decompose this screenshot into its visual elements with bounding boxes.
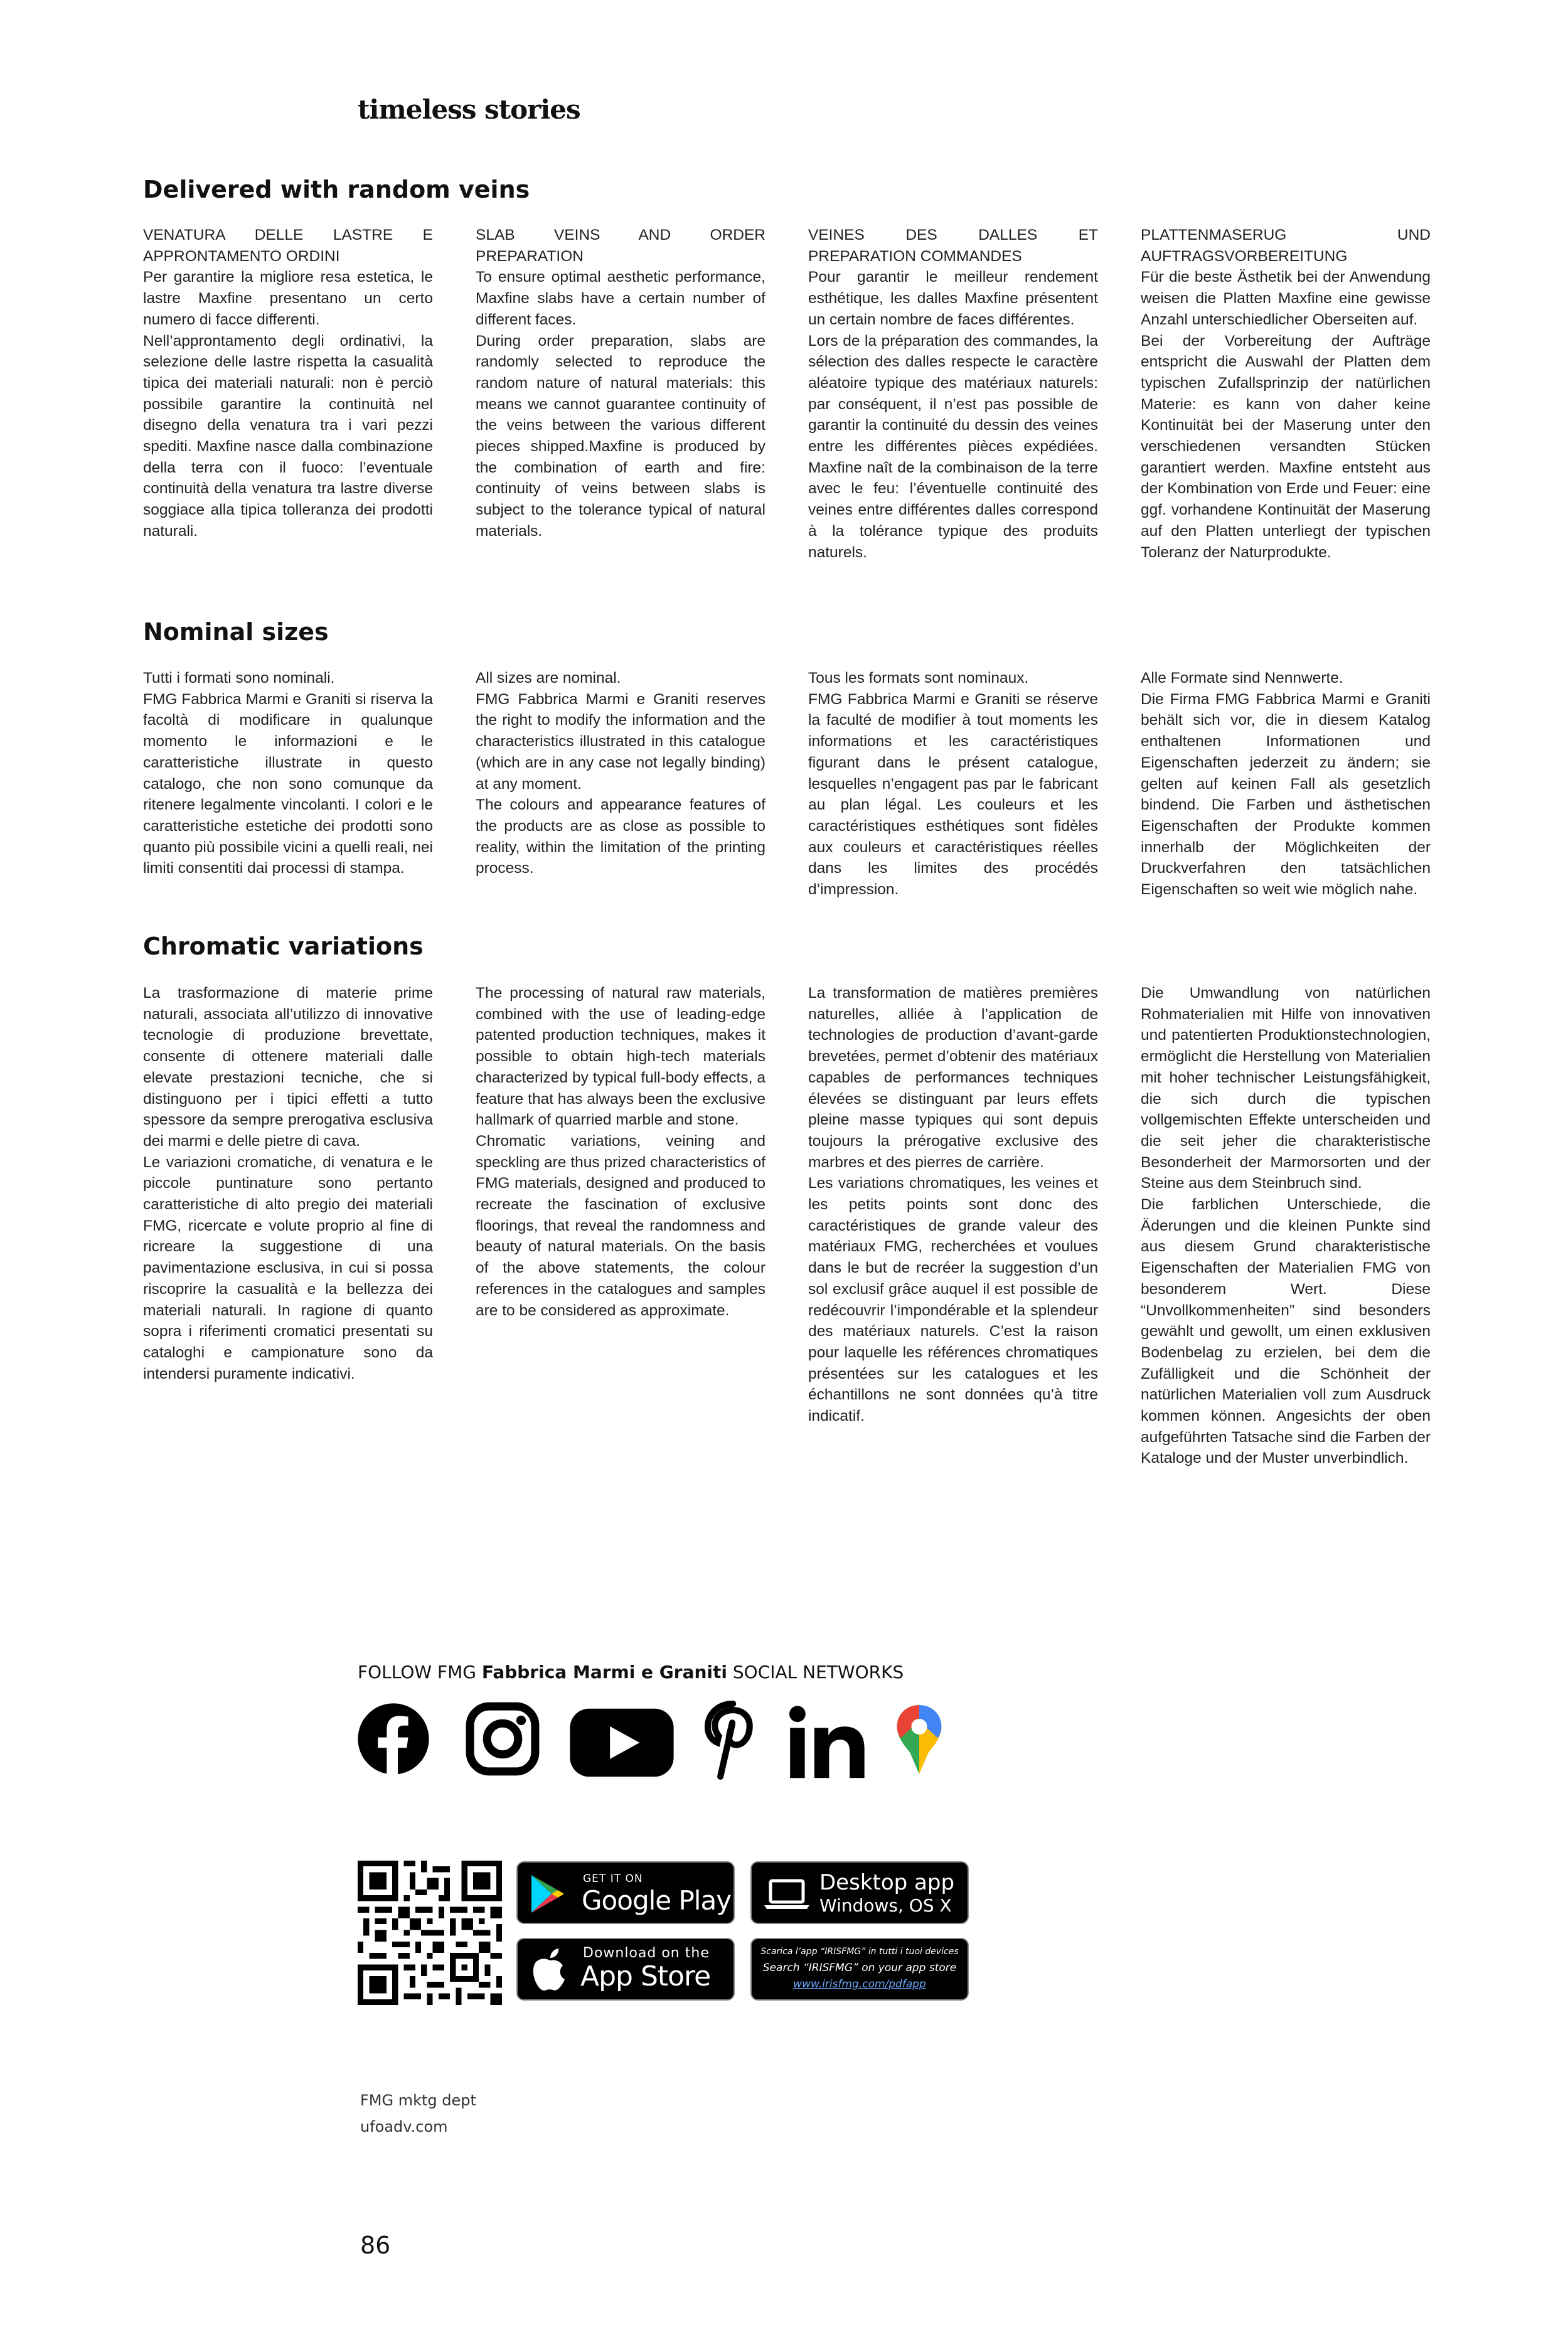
column-en — [476, 225, 765, 542]
paragraph: Le variazioni cromatiche, di venatura e le piccole puntinature sono pertanto caratteristiche di alto pregio dei materiali FMG, ricercate e volute proprio al fine di ricreare la suggestione di una pavimentazione esclusiva, in cui si possa riscoprire la casualità e la bellezza dei materiali naturali. In ragione di quanto sopra i riferimenti cromatici presentati su cataloghi e campionature sono da intendersi puramente indicativi. — [143, 1153, 433, 1382]
paragraph: Die Umwandlung von natürlichen Rohmaterialien mit Hilfe von innovativen und patentierten Produktionstechnologien, ermöglicht die Herstellung von Materialien mit hoher technischer Leistungsfähigkeit, die sich durch die typischen vollgemischten Effekte unterscheiden und die seit jeher die charakteristische Besonderheit der Marmorsorten und der Steine aus dem Steinbruch sind. — [1141, 985, 1431, 1192]
follow-company: Fabbrica Marmi e Graniti — [481, 1662, 727, 1682]
paragraph: La transformation de matières premières naturelles, alliée à l’application de technologies de production d’avant-garde brevetées, permet d’obtenir des matériaux capables de performances techniques élevées se distinguant par leurs effets pleine masse typiques qui sont depuis toujours la prérogative exclusive des marbres et des pierres de carrière. — [808, 985, 1098, 1171]
brand-title: timeless stories — [358, 94, 580, 125]
paragraph: FMG Fabbrica Marmi e Graniti se réserve la faculté de modifier à tout moments les informations et les caractéristiques figurant dans le présent catalogue, lesquelles n’engagent pas par le fabricant au plan légal. Les couleurs et les caractéristiques esthétiques sont fidèles aux couleurs et caractéristiques réelles dans les limites des procédés d’impression. — [808, 690, 1098, 899]
footer-site: ufoadv.com — [360, 2118, 448, 2136]
app-store-badge[interactable] — [516, 1938, 735, 2001]
irisfmg-badge[interactable] — [750, 1938, 969, 2001]
column-heading: SLAB VEINS AND ORDER PREPARATION — [476, 227, 765, 265]
app-store-small-text: Download on the — [583, 1945, 710, 1961]
youtube-icon[interactable] — [568, 1706, 675, 1780]
irisfmg-download-it: Scarica l’app “IRISFMG” in tutti i tuoi devices — [760, 1947, 959, 1957]
paragraph: FMG Fabbrica Marmi e Graniti si riserva la facoltà di modificare in qualunque momento le informazioni e le caratteristiche illustrate in questo catalogo, che non sono comunque da ritenere legalmente vincolanti. I colori e le caratteristiche estetiche dei prodotti sono quanto più possibile vicini a quelli reali, nei limiti consentiti dai processi di stampa. — [143, 690, 433, 877]
qr-code — [358, 1861, 502, 2005]
paragraph: Bei der Vorbereitung der Aufträge entspricht die Auswahl der Platten dem typischen Zufallsprinzip der natürlichen Materie: es kann von daher keine Kontinuität bei der Maserung unter den verschiedenen versandten Stücken garantiert werden. Maxfine entsteht aus der Kombination von Erde und Feuer: eine ggf. vorhandene Kontinuität der Maserung auf den Platten unterliegt der typischen Toleranz der Naturprodukte. — [1141, 332, 1431, 561]
paragraph: Die Firma FMG Fabbrica Marmi e Graniti behält sich vor, die in diesem Katalog enthaltenen Informationen und Eigenschaften jederzeit zu ändern; sie gelten auf keinen Fall als gesetzlich bindend. Die Farben und ästhetischen Eigenschaften der Produkte kommen innerhalb der Möglichkeiten der Druckverfahren den tatsächlichen Eigenschaften so weit wie möglich nahe. — [1141, 690, 1431, 899]
column-fr — [808, 225, 1098, 563]
paragraph: Nell’approntamento degli ordinativi, la selezione delle lastre rispetta la casualità tipica dei materiali naturali: non è perciò possibile garantire la continuità nel disegno della venatura tra i vari pezzi spediti. Maxfine nasce dalla combinazione della terra con il fuoco: l’eventuale continuità della venatura tra lastre diverse soggiace alla tipica tolleranza dei prodotti naturali. — [143, 332, 433, 540]
desktop-app-platforms: Windows, OS X — [819, 1895, 952, 1916]
app-store-label: App Store — [580, 1960, 711, 1992]
paragraph: Die farblichen Unterschiede, die Äderungen und die kleinen Punkte sind aus diesem Grund charakteristische Eigenschaften der Materialien FMG von besonderem Wert. Diese “Unvollkommenheiten” sind besonders gewählt und gewollt, um einen exklusiven Bodenbelag zu erzielen, bei dem die Zufälligkeit und die Schönheit der natürlichen Materialien voll zum Ausdruck kommen können. Angesichts der oben aufgeführten Tatsache sind die Farben der Kataloge und der Muster unverbindlich. — [1141, 1196, 1431, 1467]
paragraph: The processing of natural raw materials, combined with the use of leading-edge patented production techniques, makes it possible to obtain high-tech materials characterized by typical full-body effects, a feature that has always been the exclusive hallmark of quarried marble and stone. — [476, 985, 765, 1129]
laptop-icon — [763, 1879, 811, 1910]
apple-icon — [531, 1948, 568, 1992]
paragraph: The colours and appearance features of the products are as close as possible to reality, within the limitation of the printing process. — [476, 796, 765, 877]
irisfmg-search-en: Search “IRISFMG” on your app store — [762, 1962, 957, 1974]
column-de — [1141, 225, 1431, 563]
page-number: 86 — [360, 2232, 391, 2259]
google-play-label: Google Play — [582, 1885, 732, 1916]
irisfmg-link[interactable]: www.irisfmg.com/pdfapp — [793, 1978, 926, 1991]
column-it — [143, 668, 433, 879]
paragraph: All sizes are nominal. — [476, 670, 621, 687]
column-de — [1141, 668, 1431, 901]
instagram-icon[interactable] — [466, 1702, 540, 1776]
paragraph: FMG Fabbrica Marmi e Graniti reserves the right to modify the information and the characteristics illustrated in this catalogue (which are in any case not legally binding) at any moment. — [476, 690, 765, 793]
footer-dept: FMG mktg dept — [360, 2092, 476, 2109]
desktop-app-title: Desktop app — [819, 1870, 955, 1895]
follow-suffix: SOCIAL NETWORKS — [732, 1662, 904, 1682]
paragraph: Les variations chromatiques, les veines et les petits points sont donc des caractéristiques de grande valeur des matériaux FMG, recherchées et voulues dans le but de recréer la suggestion d’un sol exclusif grâce auquel il est possible de redécouvrir l’impondérable et la splendeur des matériaux naturels. C’est la raison pour laquelle les références chromatiques présentées sur les catalogues et les échantillons ne sont données qu’à titre indicatif. — [808, 1175, 1098, 1425]
paragraph: Tutti i formati sono nominali. — [143, 670, 335, 687]
paragraph: To ensure optimal aesthetic performance, Maxfine slabs have a certain number of different faces. — [476, 269, 765, 328]
column-en — [476, 983, 765, 1321]
paragraph: Lors de la préparation des commandes, la sélection des dalles respecte le caractère aléatoire typique des matériaux naturels: par conséquent, il n’est pas possible de garantir la continuité du dessin des veines entre les différentes pièces expédiées. Maxfine naît de la combinaison de la terre avec le feu: l’éventuelle continuité des veines entre différentes dalles correspond à la tolérance typique des produits naturels. — [808, 332, 1098, 561]
follow-social-caption — [358, 1662, 904, 1682]
follow-prefix: FOLLOW FMG — [358, 1662, 476, 1682]
column-de — [1141, 983, 1431, 1469]
column-fr — [808, 668, 1098, 901]
column-heading: VEINES DES DALLES ET PREPARATION COMMANDES — [808, 227, 1098, 265]
section-title-chromatic-variations: Chromatic variations — [143, 933, 424, 960]
paragraph: Alle Formate sind Nennwerte. — [1141, 670, 1343, 687]
section-title-random-veins: Delivered with random veins — [143, 176, 530, 203]
paragraph: During order preparation, slabs are randomly selected to reproduce the random nature of natural materials: this means we cannot guarantee continuity of the veins between the various different pieces shipped.Maxfine is produced by the combination of earth and fire: continuity of veins between slabs is subject to the tolerance typical of natural materials. — [476, 332, 765, 540]
section-title-nominal-sizes: Nominal sizes — [143, 618, 329, 646]
facebook-icon[interactable] — [356, 1702, 430, 1776]
pinterest-icon[interactable] — [703, 1701, 762, 1780]
column-it — [143, 983, 433, 1384]
paragraph: Per garantire la migliore resa estetica, le lastre Maxfine presentano un certo numero di facce differenti. — [143, 269, 433, 328]
google-play-icon — [530, 1874, 564, 1914]
paragraph: Für die beste Ästhetik bei der Anwendung weisen die Platten Maxfine eine gewisse Anzahl unterschiedlicher Oberseiten auf. — [1141, 269, 1431, 328]
paragraph: La trasformazione di materie prime naturali, associata all’utilizzo di innovative tecnologie di produzione brevettate, consente di ottenere materiali dalle elevate prestazioni tecniche, che si distinguono per i tipici effetti a tutto spessore da sempre prerogativa esclusiva dei marmi e delle pietre di cava. — [143, 985, 433, 1150]
desktop-app-badge[interactable] — [750, 1861, 969, 1924]
google-play-badge[interactable] — [516, 1861, 735, 1924]
paragraph: Chromatic variations, veining and speckling are thus prized characteristics of FMG materials, designed and produced to recreate the fascination of exclusive floorings, that reveal the randomness and beauty of natural materials. On the basis of the above statements, the colour references in the catalogues and samples are to be considered as approximate. — [476, 1132, 765, 1319]
social-icons-row — [356, 1699, 984, 1781]
column-heading: VENATURA DELLE LASTRE E APPRONTAMENTO ORDINI — [143, 227, 433, 265]
column-it — [143, 225, 433, 542]
column-fr — [808, 983, 1098, 1427]
google-play-small-text: GET IT ON — [583, 1873, 643, 1885]
google-maps-icon[interactable] — [894, 1703, 944, 1776]
paragraph: Tous les formats sont nominaux. — [808, 670, 1029, 687]
column-en — [476, 668, 765, 879]
column-heading: PLATTENMASERUG UND AUFTRAGSVORBEREITUNG — [1141, 227, 1431, 265]
paragraph: Pour garantir le meilleur rendement esthétique, les dalles Maxfine présentent un certain nombre de faces différentes. — [808, 269, 1098, 328]
linkedin-icon[interactable] — [789, 1706, 866, 1780]
